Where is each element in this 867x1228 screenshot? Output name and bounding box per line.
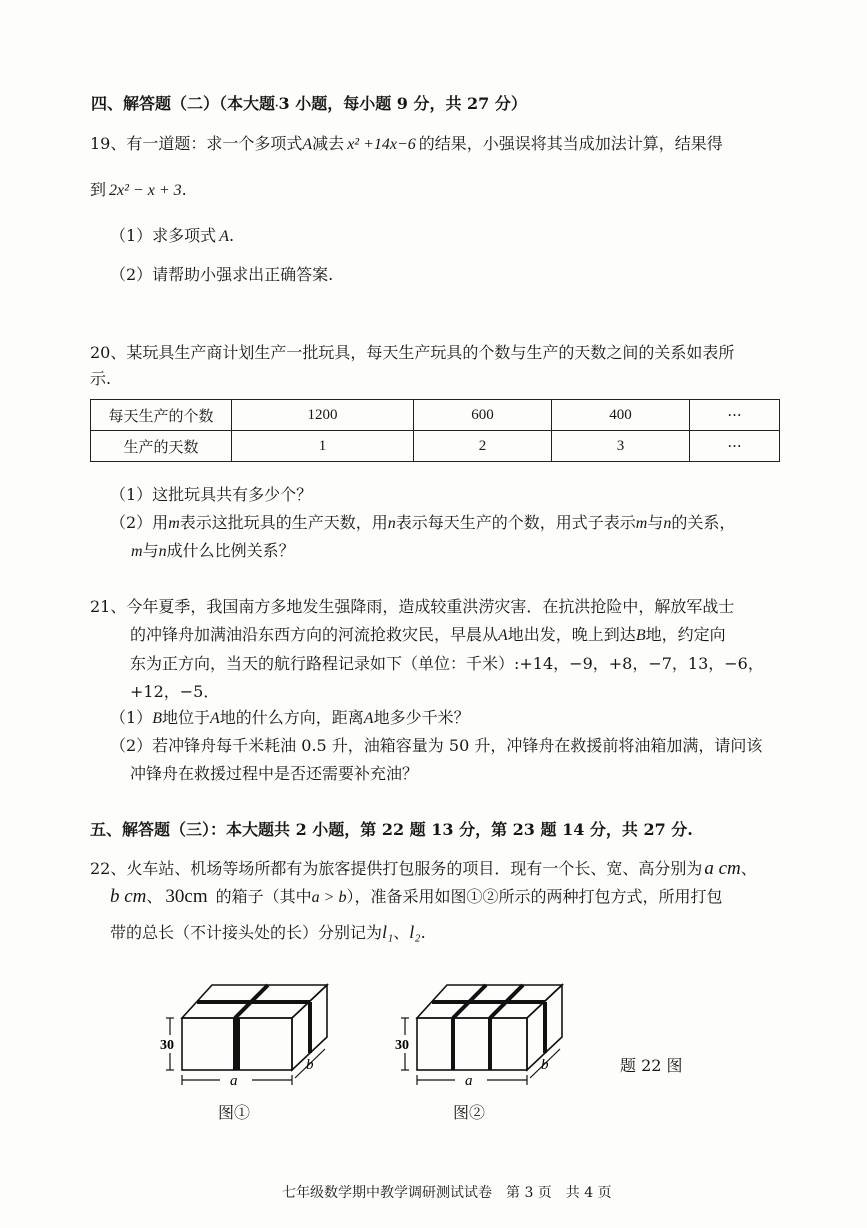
table-cell: 2 — [414, 431, 552, 462]
q21-part1: （1）B地位于A地的什么方向，距离A地多少千米？ — [110, 708, 470, 727]
q19-line1: 19、有一道题：求一个多项式A减去 x² +14x−6 的结果，小强误将其当成加法计算，结果得 — [90, 134, 723, 153]
figure-2-caption: 图② — [453, 1103, 486, 1122]
figure-1-caption: 图① — [218, 1103, 251, 1122]
q20-table — [90, 399, 780, 462]
dim-a-label: a — [465, 1073, 473, 1089]
table-cell: 600 — [414, 400, 552, 431]
q19-line2: 到 2x² − x + 3. — [90, 180, 187, 199]
table-cell: 400 — [552, 400, 690, 431]
q20-part2-line1: （2）用m表示这批玩具的生产天数，用n表示每天生产的个数，用式子表示m与n的关系， — [110, 513, 736, 532]
q22-line2: b cm、 30cm 的箱子（其中a > b），准备采用如图①②所示的两种打包方式，所用打包 — [110, 886, 723, 907]
q20-line2: 示. — [90, 369, 112, 388]
q20-line1: 20、某玩具生产商计划生产一批玩具，每天生产玩具的个数与生产的天数之间的关系如表所 — [90, 343, 735, 362]
q21-part2-line1: （2）若冲锋舟每千米耗油 0.5 升，油箱容量为 50 升，冲锋舟在救援前将油箱加满，请问该 — [110, 736, 763, 755]
q21-line1: 21、今年夏季，我国南方多地发生强降雨，造成较重洪涝灾害．在抗洪抢险中，解放军战士 — [90, 597, 735, 616]
table-row — [91, 431, 780, 462]
table-cell: ··· — [690, 400, 780, 431]
q20-part2-line2: m与n成什么比例关系？ — [131, 541, 295, 560]
dim-a-label: a — [230, 1073, 238, 1089]
table-cell: 3 — [552, 431, 690, 462]
dim-b-label: b — [541, 1057, 549, 1073]
figure-2-box — [395, 975, 570, 1090]
q21-part2-line2: 冲锋舟在救援过程中是否还需要补充油？ — [130, 764, 419, 783]
table-cell: 1200 — [232, 400, 414, 431]
dim-b-label: b — [306, 1057, 314, 1073]
q19-part1: （1）求多项式 A. — [110, 226, 235, 245]
table-cell: 每天生产的个数 — [91, 400, 232, 431]
q21-line2: 的冲锋舟加满油沿东西方向的河流抢救灾民，早晨从A地出发，晚上到达B地，约定向 — [130, 625, 726, 644]
section5-title: 五、解答题（三）：本大题共 2 小题，第 22 题 13 分，第 23 题 14 分，共 27 分. — [90, 820, 693, 839]
table-row — [91, 400, 780, 431]
q22-line3: 带的总长（不计接头处的长）分别记为l₁、l₂. — [110, 922, 426, 942]
page-footer: 七年级数学期中教学调研测试试卷 第 3 页 共 4 页 — [282, 1185, 612, 1201]
q19-part2: （2）请帮助小强求出正确答案. — [110, 265, 334, 284]
q22-line1: 22、火车站、机场等场所都有为旅客提供打包服务的项目．现有一个长、宽、高分别为 a cm、 — [90, 858, 757, 879]
dim-30-label: 30 — [160, 1038, 174, 1053]
q20-part1: （1）这批玩具共有多少个？ — [110, 485, 313, 504]
table-cell: 生产的天数 — [91, 431, 232, 462]
table-cell: 1 — [232, 431, 414, 462]
section4-title: 四、解答题（二）（本大题·3 小题，每小题 9 分，共 27 分） — [91, 94, 527, 113]
q21-line4: +12，−5． — [130, 682, 220, 701]
dim-30-label: 30 — [395, 1038, 409, 1053]
figure-label: 题 22 图 — [620, 1056, 683, 1075]
figure-1-box — [160, 975, 335, 1090]
q21-line3: 东为正方向，当天的航行路程记录如下（单位：千米）:+14，−9，+8，−7，13，−6， — [130, 654, 764, 673]
table-cell: ··· — [690, 431, 780, 462]
